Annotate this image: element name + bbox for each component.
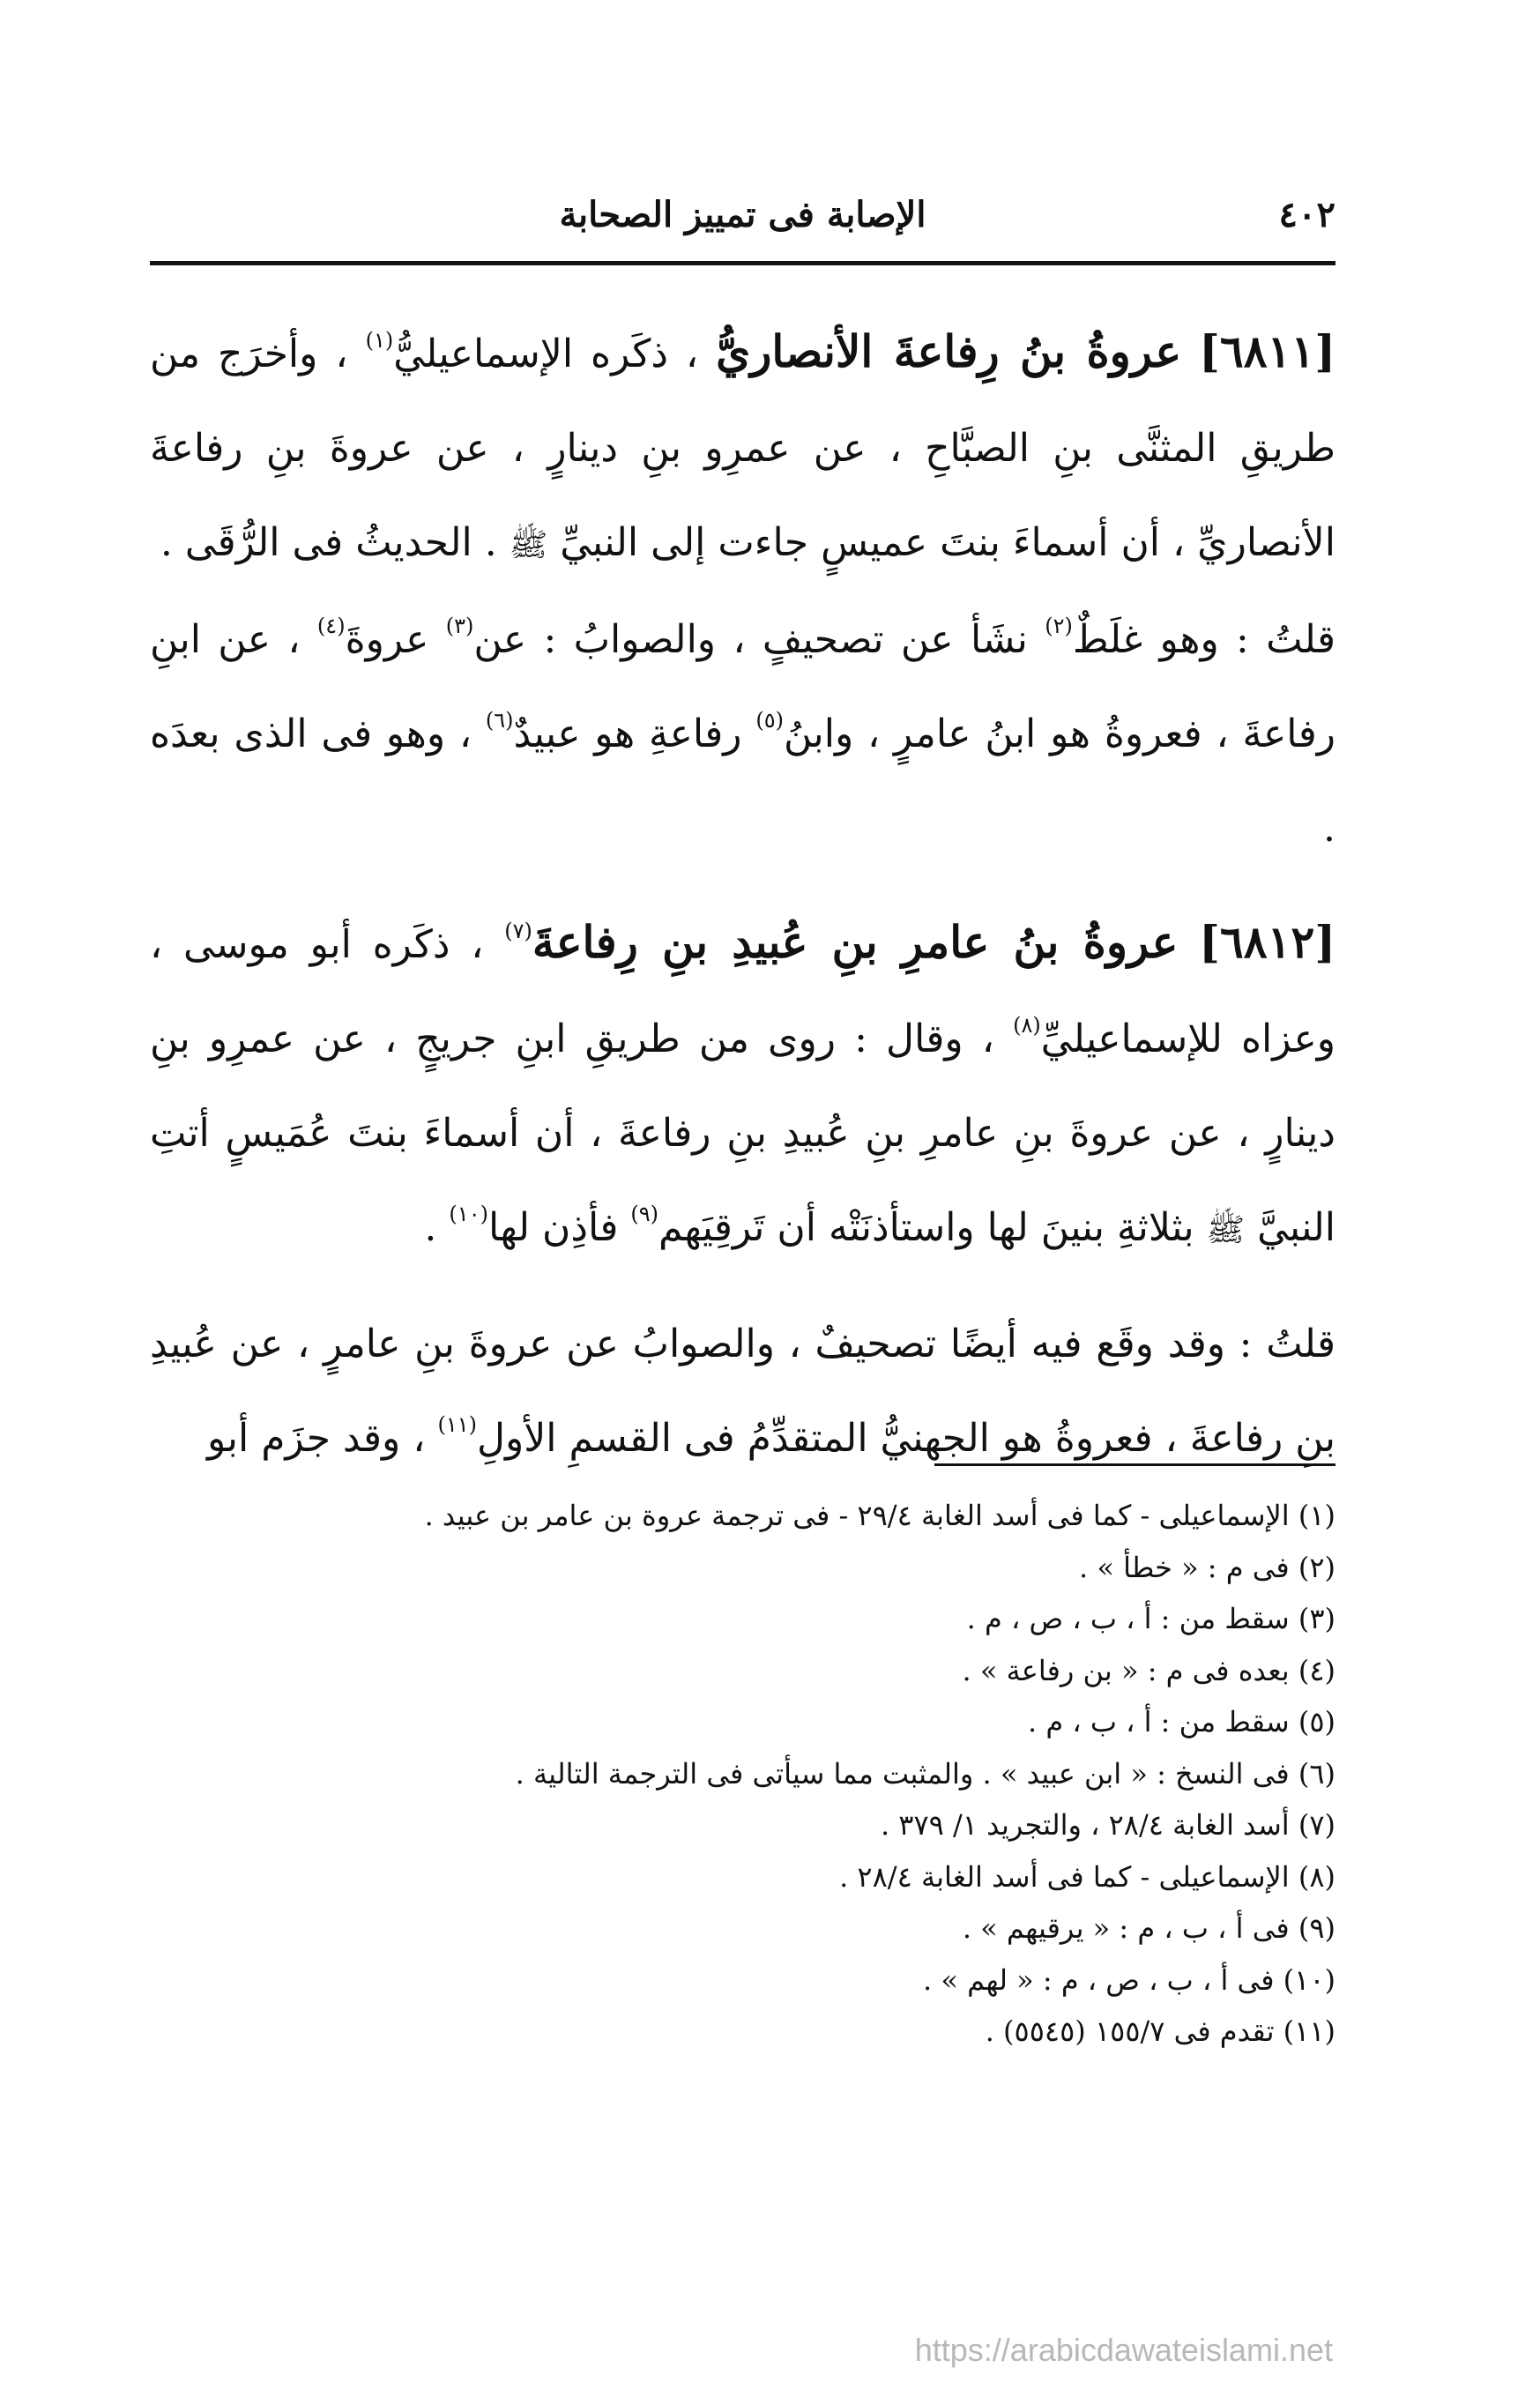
footnote-4: (٤) بعده فى م : « بن رفاعة » .: [962, 1653, 1335, 1687]
entry-number: [٦٨١١]: [1199, 325, 1335, 377]
entry-name: عروةُ بنُ رِفاعةَ الأنصاريُّ: [716, 325, 1182, 377]
entry-number: [٦٨١٢]: [1199, 916, 1335, 968]
page-number: ٤٠٢: [1278, 194, 1335, 235]
text-segment: ، وقال : روى من طريقِ ابنِ جريجٍ ، عن عمرِو بنِ دينارٍ ، عن عروةَ بنِ عامرِ بنِ عُبيدِ بنِ رفاعةَ ، أن أسماءَ بنتَ عُمَيسٍ أتتِ النبيَّ: [150, 1016, 1335, 1250]
footnote-2: (٢) فى م : « خطأ » .: [1078, 1550, 1335, 1584]
footnote-ref: (٤): [316, 614, 346, 638]
entry-6812-comment: [150, 1297, 1335, 1485]
text-segment: عروةَ: [345, 617, 429, 662]
text-segment: .: [424, 1205, 437, 1250]
text-segment: قلتُ : وقد وقَع فيه أيضًا تصحيفٌ ، والصوابُ عن عروةَ بنِ عامرٍ ، عن عُبيدِ بنِ رفاعةَ ، فعروةُ هو الجهنيُّ المتقدِّمُ فى القسمِ الأولِ: [150, 1322, 1335, 1461]
text-segment: ، وقد جزَم أبو: [207, 1416, 426, 1461]
footnote-10: (١٠) فى أ ، ب ، ص ، م : « لهم » .: [923, 1962, 1335, 1997]
main-text: [150, 304, 1335, 1485]
watermark-url: https://arabicdawateislami.net: [914, 2332, 1333, 2368]
footnote-8: (٨) الإسماعيلى - كما فى أسد الغابة ٢٨/٤ .: [839, 1859, 1335, 1894]
text-segment: ، ذكَره الإسماعيليُّ: [393, 331, 699, 376]
entry-6811-comment: [150, 592, 1335, 875]
footnote-ref: (١١): [437, 1412, 477, 1437]
footnote-ref: (٥): [755, 708, 784, 733]
text-segment: ، ذكَره أبو موسى ، وعزاه للإسماعيليِّ: [150, 922, 1336, 1061]
footnote-6: (٦) فى النسخ : « ابن عبيد » . والمثبت مما سيأتى فى الترجمة التالية .: [515, 1756, 1335, 1791]
salawat-glyph: ﷺ: [1206, 1212, 1246, 1248]
footnote-rule: [934, 1463, 1335, 1466]
text-segment: ، عن ابنِ رفاعةَ ، فعروةُ هو ابنُ عامرٍ ، وابنُ: [150, 617, 1335, 756]
entry-6812-paragraph: [150, 895, 1335, 1277]
text-segment: نشَأ عن تصحيفٍ ، والصوابُ : عن: [473, 617, 1028, 662]
footnote-11: (١١) تقدم فى ١٥٥/٧ (٥٥٤٥) .: [985, 2014, 1335, 2048]
footnotes: [150, 1490, 1335, 2058]
footnote-ref: (٨): [1013, 1013, 1041, 1038]
text-segment: ، وأخرَج من طريقِ المثنَّى بنِ الصبَّاحِ ، عن عمرِو بنِ دينارٍ ، عن عروةَ بنِ رفاعةَ الأنصاريِّ ، أن أسماءَ بنتَ عميسٍ جاءت إلى النبيِّ: [150, 331, 1335, 565]
text-segment: رفاعةِ هو عبيدٌ: [513, 711, 742, 756]
footnote-7: (٧) أسد الغابة ٢٨/٤ ، والتجريد ١/ ٣٧٩ .: [880, 1808, 1335, 1842]
entry-6811-paragraph: [150, 304, 1335, 592]
text-segment: فأذِن لها: [487, 1205, 619, 1250]
footnote-ref: (٦): [485, 708, 514, 733]
entry-name: عروةُ بنُ عامرِ بنِ عُبيدِ بنِ رِفاعةَ: [532, 916, 1179, 968]
text-segment: قلتُ : وهو غلَطٌ: [1072, 617, 1335, 662]
page-header: [150, 176, 1335, 256]
running-title: الإصابة فى تمييز الصحابة: [559, 194, 926, 235]
footnote-ref: (٩): [630, 1202, 659, 1226]
footnote-ref: (٧): [504, 919, 532, 943]
footnote-9: (٩) فى أ ، ب ، م : « يرقيهم » .: [962, 1911, 1335, 1945]
text-segment: . الحديثُ فى الرُّقَى .: [160, 520, 497, 565]
footnote-ref: (١٠): [449, 1202, 488, 1226]
footnote-ref: (٣): [445, 614, 474, 638]
footnote-3: (٣) سقط من : أ ، ب ، ص ، م .: [966, 1602, 1335, 1635]
text-segment: بثلاثةِ بنينَ لها واستأذنَتْه أن تَرقِيَهم: [658, 1205, 1194, 1250]
footnote-ref: (٢): [1045, 614, 1073, 638]
footnote-5: (٥) سقط من : أ ، ب ، م .: [1027, 1705, 1335, 1739]
text-segment: ، وهو فى الذى بعدَه .: [150, 711, 1335, 851]
footnote-1: (١) الإسماعيلى - كما فى أسد الغابة ٢٩/٤ - فى ترجمة عروة بن عامر بن عبيد .: [424, 1499, 1335, 1532]
salawat-glyph: ﷺ: [509, 527, 548, 563]
header-rule: [150, 261, 1335, 265]
footnote-ref: (١): [365, 328, 394, 353]
